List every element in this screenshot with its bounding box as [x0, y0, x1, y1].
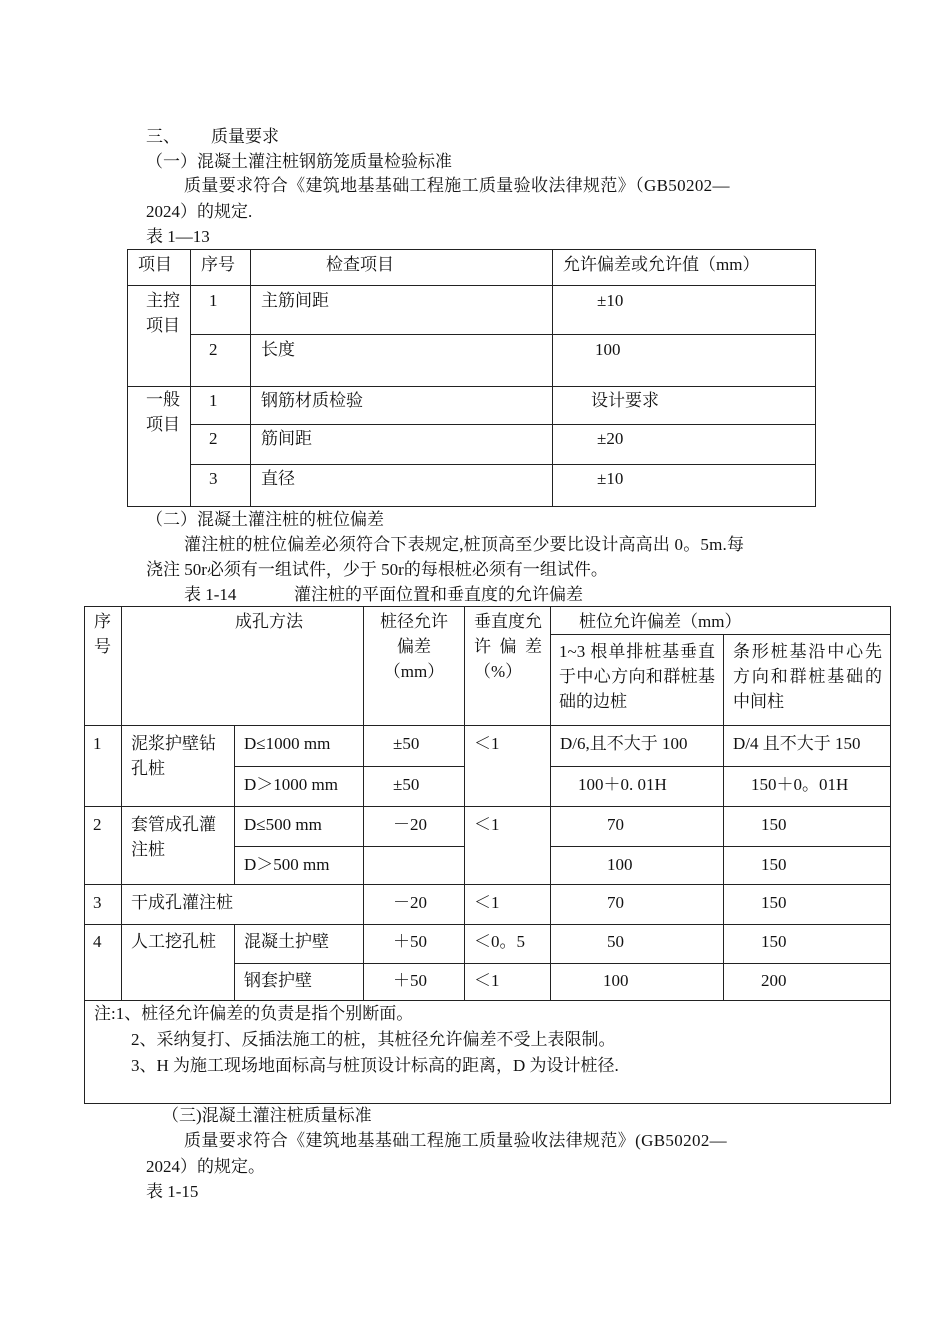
table-2-caption-number: 表 1-14	[184, 585, 237, 604]
table-cell: 70	[551, 885, 724, 925]
table-cell: 3	[191, 465, 251, 507]
paragraph-3-line-2: 2024）的规定。	[146, 1157, 265, 1176]
table-cell: ＜1	[465, 726, 551, 807]
table-row	[85, 885, 891, 925]
table-cell: D≤1000 mm	[235, 726, 364, 767]
table-row	[128, 387, 816, 425]
table-2-header-position-a: 1~3 根单排桩基垂直于中心方向和群桩基础的边桩	[551, 635, 724, 726]
table-cell: D＞500 mm	[235, 847, 364, 885]
table-cell: 150	[724, 885, 891, 925]
table-cell: ＜1	[465, 807, 551, 885]
table-2-header-method: 成孔方法	[122, 607, 364, 726]
note-3: 3、H 为施工现场地面标高与桩顶设计标高的距离，D 为设计桩径.	[131, 1056, 619, 1075]
table-cell: ±10	[553, 465, 816, 507]
table-cell: 2	[85, 807, 122, 885]
table-cell: 50	[551, 925, 724, 964]
table-1-caption: 表 1—13	[146, 227, 210, 246]
table-2-header-position: 桩位允许偏差（mm）	[551, 607, 891, 635]
note-1: 注:1、桩径允许偏差的负责是指个别断面。	[94, 1004, 414, 1023]
table-cell: 100	[553, 335, 816, 387]
table-cell: ＜0。5	[465, 925, 551, 964]
note-2: 2、采纳复打、反插法施工的桩，其桩径允许偏差不受上表限制。	[131, 1030, 616, 1049]
table-cell: 人工挖孔桩	[122, 925, 235, 1001]
paragraph-2-line-1: 灌注桩的桩位偏差必须符合下表规定,桩顶高至少要比设计高高出 0。5m.每	[184, 535, 745, 554]
table-1-header-item: 项目	[128, 250, 191, 286]
table-1-header-row	[128, 250, 816, 286]
table-row	[128, 335, 816, 387]
table-cell: 钢筋材质检验	[251, 387, 553, 425]
subheading-3: （三)混凝土灌注桩质量标准	[162, 1106, 372, 1125]
table-cell: ＋50	[364, 964, 465, 1001]
table-cell: ±50	[364, 767, 465, 807]
table-cell: －20	[364, 807, 465, 847]
paragraph-1-line-1: 质量要求符合《建筑地基基础工程施工质量验收法律规范》（GB50202—	[184, 176, 730, 195]
table-cell: D≤500 mm	[235, 807, 364, 847]
table-2-header-diameter: 桩径允许偏差（mm）	[364, 607, 465, 726]
table-cell: ＜1	[465, 885, 551, 925]
table-cell: ±20	[553, 425, 816, 465]
table-cell: 筋间距	[251, 425, 553, 465]
table-cell: 干成孔灌注桩	[122, 885, 364, 925]
table-2	[84, 606, 891, 1104]
table-cell: 2	[191, 425, 251, 465]
table-cell: 套管成孔灌注桩	[122, 807, 235, 885]
table-2-header-no: 序号	[85, 607, 122, 726]
table-1-group-main-control: 主控项目	[128, 286, 191, 387]
table-1-header-allowance: 允许偏差或允许值（mm）	[553, 250, 816, 286]
table-row	[85, 807, 891, 847]
paragraph-3-line-1: 质量要求符合《建筑地基基础工程施工质量验收法律规范》(GB50202—	[184, 1131, 728, 1150]
table-cell: 100	[551, 964, 724, 1001]
table-row	[128, 465, 816, 507]
table-cell: －20	[364, 885, 465, 925]
table-cell: 100	[551, 847, 724, 885]
table-cell: 2	[191, 335, 251, 387]
table-cell: D/6,且不大于 100	[551, 726, 724, 767]
table-cell: 混凝土护壁	[235, 925, 364, 964]
paragraph-1-line-2: 2024）的规定.	[146, 202, 253, 221]
subheading-1: （一）混凝土灌注桩钢筋笼质量检验标准	[146, 152, 452, 171]
table-cell: ±50	[364, 726, 465, 767]
table-row	[85, 925, 891, 964]
table-cell: 主筋间距	[251, 286, 553, 335]
table-row	[128, 286, 816, 335]
table-cell: D＞1000 mm	[235, 767, 364, 807]
table-cell: ＜1	[465, 964, 551, 1001]
table-2-caption-title: 灌注桩的平面位置和垂直度的允许偏差	[294, 585, 583, 604]
table-cell: 150	[724, 925, 891, 964]
table-cell: 钢套护壁	[235, 964, 364, 1001]
table-cell: 150	[724, 847, 891, 885]
table-cell: ＋50	[364, 925, 465, 964]
table-cell: 70	[551, 807, 724, 847]
table-cell: 150	[724, 807, 891, 847]
table-cell: ±10	[553, 286, 816, 335]
subheading-2: （二）混凝土灌注桩的桩位偏差	[146, 510, 384, 529]
table-cell	[364, 847, 465, 885]
table-row	[128, 425, 816, 465]
table-cell: 1	[191, 286, 251, 335]
table-cell: D/4 且不大于 150	[724, 726, 891, 767]
table-2-notes	[85, 1001, 891, 1104]
section-title: 质量要求	[211, 127, 279, 146]
table-2-header-position-b: 条形桩基沿中心先方向和群桩基础的中间柱	[724, 635, 891, 726]
table-cell: 1	[85, 726, 122, 807]
table-cell: 150＋0。01H	[724, 767, 891, 807]
table-1-header-check: 检查项目	[251, 250, 553, 286]
paragraph-2-line-2: 浇注 50r必须有一组试件，少于 50r的每根桩必须有一组试件。	[146, 560, 608, 579]
table-cell: 直径	[251, 465, 553, 507]
table-cell: 100＋0. 01H	[551, 767, 724, 807]
table-cell: 设计要求	[553, 387, 816, 425]
table-2-header-verticality: 垂直度允许偏差（%）	[465, 607, 551, 726]
table-cell: 4	[85, 925, 122, 1001]
section-number: 三、	[146, 127, 180, 146]
table-row	[85, 726, 891, 767]
table-cell: 长度	[251, 335, 553, 387]
table-1	[127, 249, 816, 507]
table-cell: 1	[191, 387, 251, 425]
table-2-notes-row	[85, 1001, 891, 1104]
table-1-group-general: 一般项目	[128, 387, 191, 507]
table-3-caption: 表 1-15	[146, 1182, 199, 1201]
table-2-header-row	[85, 607, 891, 635]
table-cell: 3	[85, 885, 122, 925]
table-cell: 泥浆护壁钻孔桩	[122, 726, 235, 807]
table-1-header-no: 序号	[191, 250, 251, 286]
table-cell: 200	[724, 964, 891, 1001]
